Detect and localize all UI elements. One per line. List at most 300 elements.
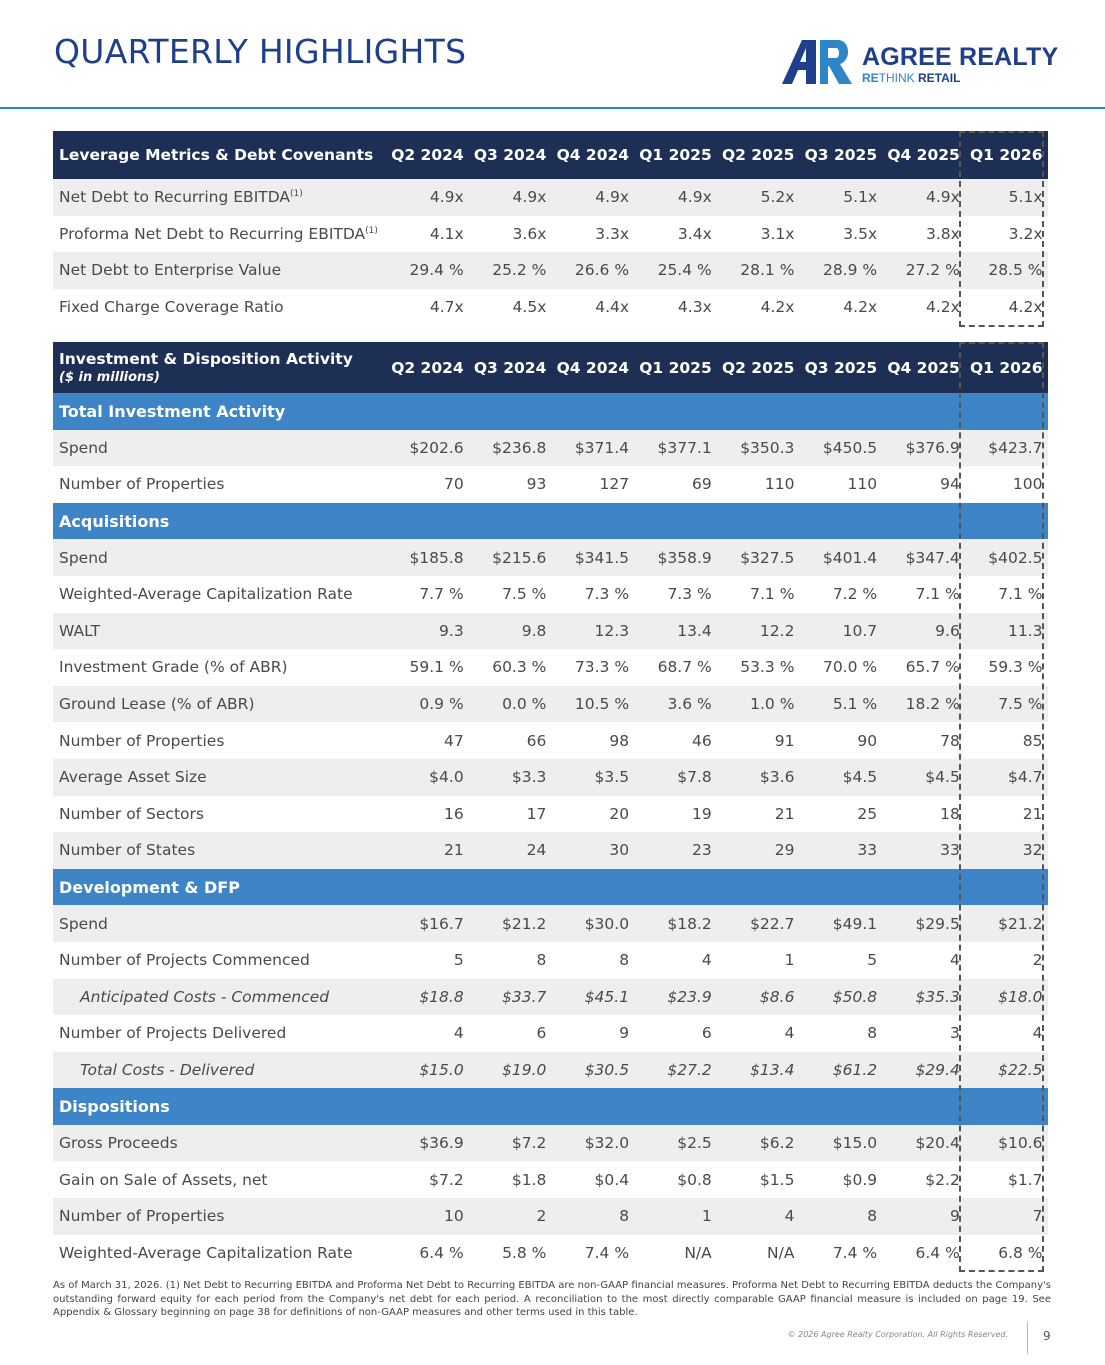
row-label-text: Fixed Charge Coverage Ratio	[59, 298, 284, 317]
table-cell: $423.7	[965, 430, 1048, 467]
logo-tagline: RETHINK RETAIL	[862, 71, 961, 85]
table-cell: 8	[799, 1198, 882, 1235]
row-label	[53, 942, 386, 979]
row-label	[53, 649, 386, 686]
table-cell: 1	[634, 1198, 717, 1235]
row-label-text: Spend	[59, 548, 108, 567]
table-cell: $36.9	[386, 1125, 469, 1162]
table-cell: 9.3	[386, 613, 469, 650]
table-cell: 2	[469, 1198, 552, 1235]
table-cell: $22.7	[717, 905, 800, 942]
table-cell: 90	[857, 731, 878, 750]
table-cell: $18.0	[965, 979, 1048, 1016]
table-cell: 27.2 %	[882, 252, 965, 289]
table-cell: 5	[453, 951, 464, 970]
table-cell: 5.8 %	[502, 1243, 547, 1262]
table-cell: 7.5 %	[965, 686, 1048, 723]
column-header-quarter: Q4 2025	[882, 131, 965, 179]
table-cell: $10.6	[965, 1125, 1048, 1162]
table-cell: 7.5 %	[502, 585, 547, 604]
table-cell: 10.5 %	[551, 686, 634, 723]
table-cell: 110	[847, 475, 878, 494]
row-label-text: Ground Lease (% of ABR)	[59, 695, 255, 714]
table-cell: 4	[701, 951, 712, 970]
table-cell: 8	[619, 951, 630, 970]
table-cell: $2.2	[925, 1170, 960, 1189]
table-cell: $18.2	[634, 905, 717, 942]
table-cell: 11.3	[965, 613, 1048, 650]
column-header-quarter: Q2 2024	[386, 131, 469, 179]
table-cell: $15.0	[799, 1125, 882, 1162]
column-header-quarter: Q3 2025	[799, 342, 882, 393]
table-cell: 4.7x	[429, 298, 464, 317]
table-units: ($ in millions)	[59, 370, 160, 385]
row-label	[53, 832, 386, 869]
table-cell: $7.2	[429, 1170, 464, 1189]
table-cell: $4.0	[386, 759, 469, 796]
table-cell: $347.4	[882, 539, 965, 576]
table-cell: $18.8	[386, 979, 469, 1016]
column-header-quarter: Q3 2024	[469, 342, 552, 393]
row-label	[53, 1125, 386, 1162]
table-row	[53, 539, 1048, 576]
row-label-text: Number of Properties	[59, 1207, 225, 1226]
table-header-row	[53, 131, 1048, 179]
table-cell: 30	[551, 832, 634, 869]
table-cell: 12.2	[717, 613, 800, 650]
table-cell: 60.3 %	[492, 658, 547, 677]
table-cell: 4.9x	[469, 179, 552, 216]
table-cell: 6	[701, 1024, 712, 1043]
table-cell: 10	[386, 1198, 469, 1235]
table-row	[53, 1198, 1048, 1235]
table-cell: $19.0	[469, 1052, 552, 1089]
table-cell: 94	[940, 475, 960, 494]
table-cell: 9	[882, 1198, 965, 1235]
table-row	[53, 1161, 1048, 1198]
table-cell: 5	[867, 951, 878, 970]
table-row	[53, 722, 1048, 759]
table-cell: 7.2 %	[832, 585, 878, 604]
table-cell: 93	[526, 475, 547, 494]
row-label	[53, 905, 386, 942]
table-cell: 70	[443, 475, 464, 494]
row-label-text: Proforma Net Debt to Recurring EBITDA	[59, 224, 366, 243]
table-cell: 20	[609, 804, 630, 823]
row-label	[53, 613, 386, 650]
table-cell: 5.1 %	[799, 686, 882, 723]
table-cell: $341.5	[551, 539, 634, 576]
footer-divider	[1027, 1322, 1028, 1354]
table-cell: 53.3 %	[740, 658, 795, 677]
table-cell: $7.2	[469, 1125, 552, 1162]
table-row	[53, 289, 1048, 326]
row-label-text: Net Debt to Recurring EBITDA	[59, 188, 290, 207]
copyright-notice: © 2026 Agree Realty Corporation. All Rights Reserved.	[787, 1330, 1008, 1339]
table-cell: 18	[940, 804, 960, 823]
table-cell: $1.5	[759, 1170, 795, 1189]
table-row	[53, 832, 1048, 869]
table-row	[53, 466, 1048, 503]
table-cell: 21	[386, 832, 469, 869]
row-label-text: Weighted-Average Capitalization Rate	[59, 585, 353, 604]
table-cell: $21.2	[965, 905, 1048, 942]
table-cell: 0.0 %	[469, 686, 552, 723]
page-number: 9	[1043, 1329, 1051, 1343]
table-cell: $6.2	[717, 1125, 800, 1162]
table-cell: 12.3	[551, 613, 634, 650]
section-header-row	[53, 1088, 1048, 1125]
table-row	[53, 686, 1048, 723]
row-label	[53, 216, 386, 253]
table-cell: 17	[526, 804, 547, 823]
table-cell: $0.9	[842, 1170, 878, 1189]
row-label-text: Spend	[59, 438, 108, 457]
column-header-quarter: Q1 2025	[634, 131, 717, 179]
table-cell: $61.2	[799, 1052, 882, 1089]
table-cell: 8	[551, 1198, 634, 1235]
row-label-text: Gross Proceeds	[59, 1134, 178, 1153]
table-cell: 7.4 %	[584, 1243, 630, 1262]
table-cell: 73.3 %	[574, 658, 630, 677]
table-cell: 21	[774, 804, 795, 823]
table-row	[53, 796, 1048, 833]
column-header-label	[53, 342, 386, 393]
table-row	[53, 905, 1048, 942]
table-cell: $377.1	[634, 430, 717, 467]
table-cell: 4	[453, 1024, 464, 1043]
ar-monogram-icon	[782, 40, 854, 84]
table-row	[53, 252, 1048, 289]
row-label-text: Number of Projects Commenced	[59, 951, 310, 970]
row-label-text: Spend	[59, 914, 108, 933]
table-cell: 7.3 %	[584, 585, 630, 604]
table-cell: $45.1	[551, 979, 634, 1016]
table-cell: 1	[784, 951, 795, 970]
column-header-quarter: Q2 2025	[717, 131, 800, 179]
table-cell: 4	[1032, 1024, 1043, 1043]
column-header-quarter: Q1 2026	[965, 342, 1048, 393]
header-divider	[0, 107, 1105, 109]
table-cell: $376.9	[882, 430, 965, 467]
table-cell: 3.1x	[760, 224, 795, 243]
row-label-text: Gain on Sale of Assets, net	[59, 1170, 268, 1189]
row-label-text: Net Debt to Enterprise Value	[59, 261, 282, 280]
table-row	[53, 979, 1048, 1016]
table-cell: $29.5	[882, 905, 965, 942]
table-cell: $2.5	[634, 1125, 717, 1162]
table-cell: 100	[1012, 475, 1043, 494]
table-cell: 29	[717, 832, 800, 869]
row-label-text: Number of Properties	[59, 731, 225, 750]
logo-name: AGREE REALTY	[862, 43, 1059, 71]
table-row	[53, 576, 1048, 613]
table-cell: $1.7	[1007, 1170, 1043, 1189]
column-header-quarter: Q1 2025	[634, 342, 717, 393]
table-cell: 68.7 %	[657, 658, 712, 677]
row-label-text: Weighted-Average Capitalization Rate	[59, 1243, 353, 1262]
table-cell: 33	[882, 832, 965, 869]
section-title: Total Investment Activity	[53, 393, 1048, 430]
table-cell: 4.3x	[677, 298, 712, 317]
table-cell: 0.9 %	[386, 686, 469, 723]
row-label	[53, 1015, 386, 1052]
row-label	[53, 1235, 386, 1272]
table-cell: 4	[717, 1198, 800, 1235]
row-label-text: Investment Grade (% of ABR)	[59, 658, 288, 677]
table-row	[53, 179, 1048, 216]
table-cell: $27.2	[634, 1052, 717, 1089]
table-cell: 4.2x	[925, 298, 960, 317]
table-cell: $4.5	[882, 759, 965, 796]
table-cell: 7.3 %	[667, 585, 712, 604]
table-cell: 28.1 %	[717, 252, 800, 289]
section-title: Development & DFP	[53, 869, 1048, 906]
row-label	[53, 686, 386, 723]
table-cell: 78	[940, 731, 960, 750]
row-label-text: Number of Sectors	[59, 804, 204, 823]
table-cell: $32.0	[551, 1125, 634, 1162]
table-cell: $4.7	[965, 759, 1048, 796]
column-header-quarter: Q4 2024	[551, 131, 634, 179]
footnote: As of March 31, 2026. (1) Net Debt to Recurring EBITDA and Proforma Net Debt to Recurring EBITDA are non-GAAP financial measures. Proforma Net Debt to Recurring EBITDA deducts the Company's outstanding forward equity for each period from the Company's net debt for each period. A reconciliation to the most directly comparable GAAP financial measure is included on page 19. See Appendix & Glossary beginning on page 38 for definitions of non-GAAP measures and other terms used in this table.	[53, 1280, 1051, 1318]
table-cell: 28.9 %	[799, 252, 882, 289]
footnote-marker: (1)	[365, 225, 378, 236]
table-cell: 9.6	[882, 613, 965, 650]
footnote-marker: (1)	[290, 189, 303, 200]
column-header-quarter: Q3 2025	[799, 131, 882, 179]
table-cell: 47	[443, 731, 464, 750]
table-cell: 7	[965, 1198, 1048, 1235]
table-cell: $350.3	[717, 430, 800, 467]
table-cell: $327.5	[717, 539, 800, 576]
table-cell: $13.4	[717, 1052, 800, 1089]
table-cell: 32	[965, 832, 1048, 869]
row-label	[53, 576, 386, 613]
table-cell: $35.3	[882, 979, 965, 1016]
row-label	[53, 759, 386, 796]
table-cell: 70.0 %	[822, 658, 878, 677]
table-cell: $50.8	[799, 979, 882, 1016]
table-cell: 85	[1022, 731, 1043, 750]
column-header-quarter: Q1 2026	[965, 131, 1048, 179]
table-title: Investment & Disposition Activity	[59, 350, 353, 368]
table-cell: 7.7 %	[419, 585, 464, 604]
table-cell: 33	[799, 832, 882, 869]
table-cell: $3.5	[551, 759, 634, 796]
table-row	[53, 613, 1048, 650]
investment-activity-table	[53, 342, 1048, 1271]
table-cell: $15.0	[386, 1052, 469, 1089]
table-cell: 4.1x	[429, 224, 464, 243]
section-header-row	[53, 393, 1048, 430]
table-cell: $401.4	[799, 539, 882, 576]
table-cell: $20.4	[882, 1125, 965, 1162]
table-cell: 29.4 %	[386, 252, 469, 289]
table-cell: 110	[764, 475, 795, 494]
table-cell: 127	[599, 475, 630, 494]
table-cell: 25.4 %	[634, 252, 717, 289]
table-cell: $3.3	[469, 759, 552, 796]
column-header-quarter: Q4 2024	[551, 342, 634, 393]
table-cell: 25.2 %	[469, 252, 552, 289]
table-row	[53, 942, 1048, 979]
table-cell: 21	[1022, 804, 1043, 823]
table-cell: 3.3x	[595, 224, 630, 243]
table-cell: $0.8	[677, 1170, 712, 1189]
table-cell: 6.4 %	[419, 1243, 464, 1262]
table-cell: 19	[692, 804, 712, 823]
table-row	[53, 1235, 1048, 1272]
row-label	[53, 1161, 386, 1198]
table-header-row	[53, 342, 1048, 393]
table-cell: 4.2x	[760, 298, 795, 317]
table-cell: $30.0	[551, 905, 634, 942]
table-cell: $202.6	[386, 430, 469, 467]
table-cell: 5.1x	[799, 179, 882, 216]
table-cell: 7.1 %	[750, 585, 795, 604]
table-cell: 7.1 %	[998, 585, 1043, 604]
row-label-text: WALT	[59, 621, 101, 640]
table-cell: 4.9x	[386, 179, 469, 216]
table-cell: 18.2 %	[882, 686, 965, 723]
table-cell: 5.2x	[717, 179, 800, 216]
table-cell: 4.5x	[512, 298, 547, 317]
table-cell: 3.5x	[843, 224, 878, 243]
table-cell: $30.5	[551, 1052, 634, 1089]
table-cell: N/A	[684, 1243, 712, 1262]
row-label	[53, 289, 386, 326]
row-label-text: Number of States	[59, 841, 196, 860]
table-cell: 16	[443, 804, 464, 823]
row-label	[53, 979, 386, 1016]
row-label	[53, 539, 386, 576]
column-header-label: Leverage Metrics & Debt Covenants	[53, 131, 386, 179]
column-header-quarter: Q4 2025	[882, 342, 965, 393]
table-cell: 4	[784, 1024, 795, 1043]
row-label	[53, 252, 386, 289]
table-cell: $4.5	[799, 759, 882, 796]
table-cell: 13.4	[634, 613, 717, 650]
table-cell: 5.1x	[965, 179, 1048, 216]
table-cell: 3.2x	[1008, 224, 1043, 243]
table-cell: $450.5	[799, 430, 882, 467]
table-cell: 6.4 %	[915, 1243, 960, 1262]
table-cell: 4.9x	[882, 179, 965, 216]
table-cell: $215.6	[469, 539, 552, 576]
row-label-text: Anticipated Costs - Commenced	[80, 987, 330, 1006]
table-row	[53, 430, 1048, 467]
section-title: Dispositions	[53, 1088, 1048, 1125]
table-cell: 91	[774, 731, 795, 750]
table-cell: 66	[526, 731, 547, 750]
column-header-quarter: Q2 2024	[386, 342, 469, 393]
table-cell: $22.5	[965, 1052, 1048, 1089]
row-label-text: Number of Properties	[59, 475, 225, 494]
table-cell: $33.7	[469, 979, 552, 1016]
table-cell: 24	[469, 832, 552, 869]
table-cell: $29.4	[882, 1052, 965, 1089]
table-row	[53, 1015, 1048, 1052]
table-cell: $358.9	[634, 539, 717, 576]
column-header-quarter: Q2 2025	[717, 342, 800, 393]
table-cell: 3.6x	[512, 224, 547, 243]
table-cell: $236.8	[469, 430, 552, 467]
section-header-row	[53, 869, 1048, 906]
row-label	[53, 1198, 386, 1235]
table-cell: $16.7	[386, 905, 469, 942]
table-cell: 4	[949, 951, 960, 970]
row-label	[53, 1052, 386, 1089]
leverage-metrics-table	[53, 131, 1048, 325]
table-cell: 6	[536, 1024, 547, 1043]
table-cell: 3	[949, 1024, 960, 1043]
row-label	[53, 796, 386, 833]
table-cell: $49.1	[799, 905, 882, 942]
table-cell: 4.2x	[843, 298, 878, 317]
table-cell: 7.1 %	[915, 585, 960, 604]
section-header-row	[53, 503, 1048, 540]
table-cell: $7.8	[634, 759, 717, 796]
table-row	[53, 649, 1048, 686]
table-cell: 69	[692, 475, 712, 494]
table-cell: $3.6	[717, 759, 800, 796]
agree-realty-logo	[782, 38, 1072, 88]
table-cell: 9.8	[469, 613, 552, 650]
row-label	[53, 466, 386, 503]
section-title: Acquisitions	[53, 503, 1048, 540]
table-cell: 6.8 %	[998, 1243, 1043, 1262]
table-cell: 9	[619, 1024, 630, 1043]
page-title: QUARTERLY HIGHLIGHTS	[54, 32, 467, 71]
table-cell: $23.9	[634, 979, 717, 1016]
row-label	[53, 430, 386, 467]
table-cell: 28.5 %	[965, 252, 1048, 289]
row-label	[53, 722, 386, 759]
table-cell: 26.6 %	[551, 252, 634, 289]
table-cell: 25	[857, 804, 878, 823]
table-cell: 46	[692, 731, 712, 750]
table-row	[53, 1052, 1048, 1089]
table-cell: 3.8x	[925, 224, 960, 243]
table-cell: 4.9x	[551, 179, 634, 216]
table-cell: $0.4	[594, 1170, 630, 1189]
row-label-text: Number of Projects Delivered	[59, 1024, 287, 1043]
row-label-text: Total Costs - Delivered	[80, 1060, 255, 1079]
table-row	[53, 216, 1048, 253]
table-cell: 23	[634, 832, 717, 869]
table-cell: 65.7 %	[905, 658, 960, 677]
table-cell: N/A	[767, 1243, 795, 1262]
table-cell: $402.5	[965, 539, 1048, 576]
table-row	[53, 1125, 1048, 1162]
table-cell: 3.4x	[677, 224, 712, 243]
table-cell: 8	[867, 1024, 878, 1043]
column-header-quarter: Q3 2024	[469, 131, 552, 179]
table-cell: 4.4x	[595, 298, 630, 317]
table-cell: 10.7	[799, 613, 882, 650]
table-row	[53, 759, 1048, 796]
table-cell: 4.9x	[634, 179, 717, 216]
row-label-text: Average Asset Size	[59, 768, 207, 787]
table-cell: 59.3 %	[988, 658, 1043, 677]
table-cell: $1.8	[511, 1170, 547, 1189]
table-cell: 98	[609, 731, 630, 750]
table-cell: 7.4 %	[832, 1243, 878, 1262]
table-cell: 59.1 %	[409, 658, 464, 677]
table-cell: $371.4	[551, 430, 634, 467]
table-cell: 3.6 %	[634, 686, 717, 723]
